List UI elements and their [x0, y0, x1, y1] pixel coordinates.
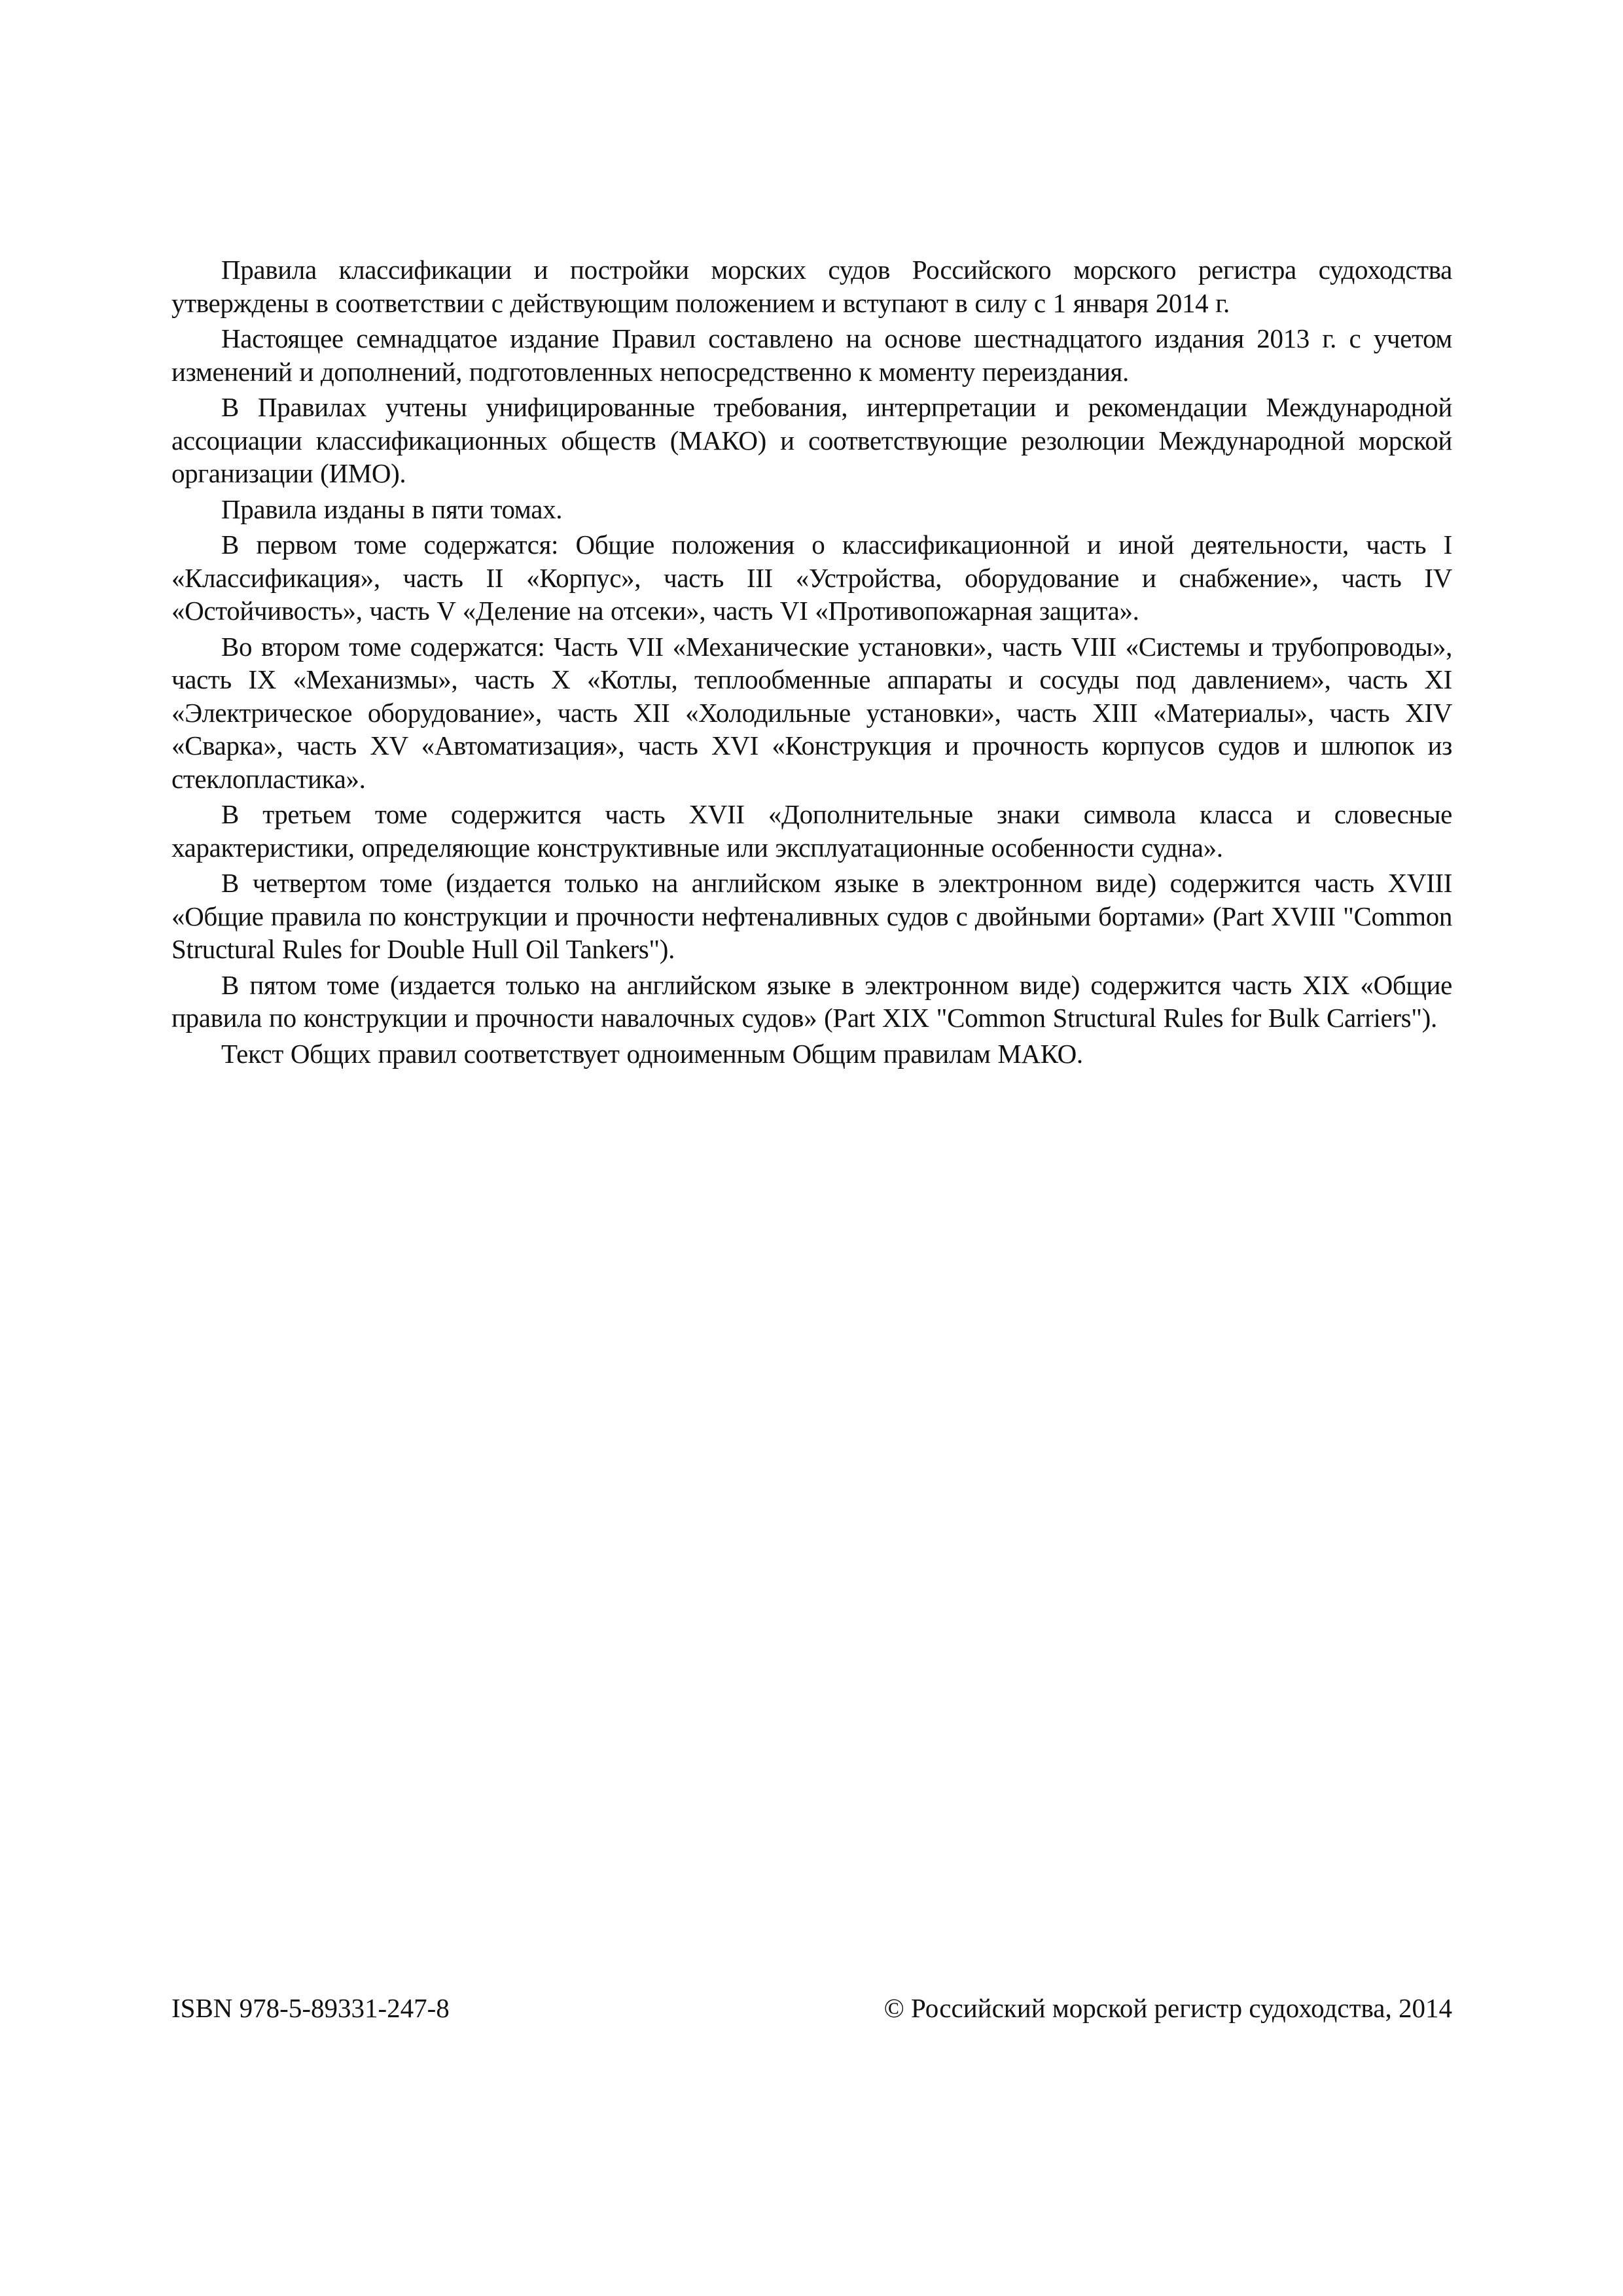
paragraph-requirements: В Правилах учтены унифицированные требования, интерпретации и рекомендации Международной ассоциации классификационных обществ (МАКО) и соответствующие резолюции Международной морской организации (ИМО). [171, 392, 1452, 488]
paragraph-volume-1: В первом томе содержатся: Общие положения о классификационной и иной деятельности, часть I «Классификация», часть II «Корпус», часть III «Устройства, оборудование и снабжение», часть IV «Остойчивость», часть V «Деление на отсеки», часть VI «Противопожарная защита». [171, 529, 1452, 626]
paragraph-volume-3: В третьем томе содержится часть XVII «Дополнительные знаки символа класса и словесные характеристики, определяющие конструктивные или эксплуатационные особенности судна». [171, 799, 1452, 863]
copyright-notice: © Российский морской регистр судоходства, 2014 [883, 1993, 1452, 2023]
page-footer [171, 1988, 1452, 2028]
paragraph-approval: Правила классификации и постройки морских судов Российского морского регистра судоходства утверждены в соответствии с действующим положением и вступают в силу с 1 января 2014 г. [171, 255, 1452, 318]
paragraph-edition: Настоящее семнадцатое издание Правил составлено на основе шестнадцатого издания 2013 г. с учетом изменений и дополнений, подготовленных непосредственно к моменту переиздания. [171, 323, 1452, 387]
paragraph-volume-4: В четвертом томе (издается только на английском языке в электронном виде) содержится часть XVIII «Общие правила по конструкции и прочности нефтеналивных судов с двойными бортами» (Part XVIII "Common Structural Rules for Double Hull Oil Tankers"). [171, 868, 1452, 964]
document-body [171, 253, 1452, 1073]
paragraph-volume-5: В пятом томе (издается только на английском языке в электронном виде) содержится часть XIX «Общие правила по конструкции и прочности навалочных судов» (Part XIX "Common Structural Rules for Bulk Carriers"). [171, 969, 1452, 1033]
paragraph-volumes: Правила изданы в пяти томах. [221, 493, 563, 524]
paragraph-common-rules: Текст Общих правил соответствует одноименным Общим правилам МАКО. [221, 1038, 1083, 1069]
paragraph-volume-2: Во втором томе содержатся: Часть VII «Механические установки», часть VIII «Системы и трубопроводы», часть IX «Механизмы», часть X «Котлы, теплообменные аппараты и сосуды под давлением», часть XI «Электрическое оборудование», часть XII «Холодильные установки», часть XIII «Материалы», часть XIV «Сварка», часть XV «Автоматизация», часть XVI «Конструкция и прочность корпусов судов и шлюпок из стеклопластика». [171, 631, 1452, 794]
isbn-number: ISBN 978-5-89331-247-8 [171, 1993, 450, 2023]
